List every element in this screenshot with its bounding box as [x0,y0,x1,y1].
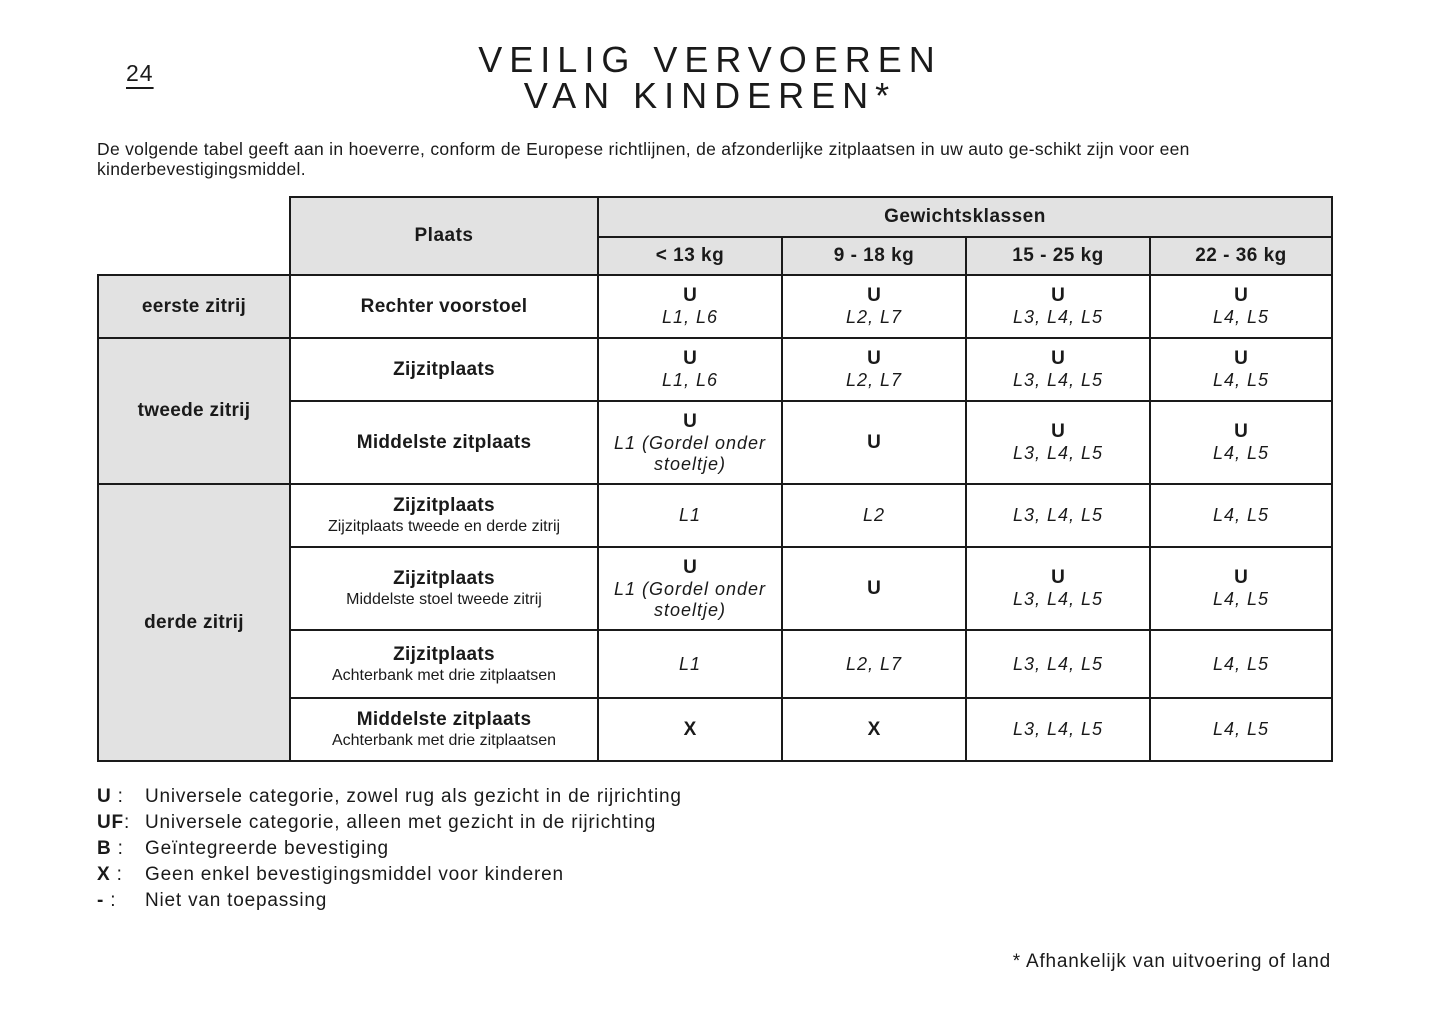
anchor-positions: L1 (Gordel onder stoeltje) [613,578,767,620]
suitability-cell [966,698,1150,761]
legend-key: X : [97,864,123,885]
place-description: Achterbank met drie zitplaatsen [331,732,557,749]
category-code: U [867,431,881,453]
suitability-cell [1150,547,1332,630]
anchor-positions: L4, L5 [1212,719,1270,739]
weight-class-header: 15 - 25 kg [966,237,1150,275]
category-code: U [1051,348,1065,369]
suitability-cell [966,484,1150,547]
suitability-cell [782,630,966,698]
legend-item [97,888,682,914]
category-code: U [867,285,881,306]
anchor-positions: L4, L5 [1212,505,1270,525]
child-seat-table [97,196,1333,762]
footnote: * Afhankelijk van uitvoering of land [1012,951,1331,972]
place-cell [290,338,598,401]
suitability-cell [1150,484,1332,547]
category-code: U [683,285,697,306]
suitability-cell [782,338,966,401]
row-group-header: derde zitrij [98,484,290,761]
suitability-cell [1150,338,1332,401]
anchor-positions: L3, L4, L5 [1012,443,1104,463]
anchor-positions: L4, L5 [1212,589,1270,609]
anchor-positions: L4, L5 [1212,307,1270,327]
table-row [98,275,1332,338]
suitability-cell [598,630,782,698]
legend [97,784,682,914]
intro-paragraph: De volgende tabel geeft aan in hoeverre, conform de Europese richtlijnen, de afzonderlijke zitplaatsen in uw auto ge-schikt zijn voor een kinderbevestigingsmiddel. [97,139,1190,179]
suitability-cell [598,547,782,630]
category-code: X [683,718,697,740]
place-name: Middelste zitplaats [356,431,532,453]
category-code: U [867,577,881,599]
suitability-cell [782,484,966,547]
legend-item [97,810,682,836]
suitability-cell [966,338,1150,401]
legend-key: UF: [97,812,131,833]
anchor-positions: L4, L5 [1212,653,1270,674]
place-name: Rechter voorstoel [360,295,528,317]
legend-text: Universele categorie, zowel rug als gezicht in de rijrichting [145,786,682,807]
category-code: U [867,348,881,369]
category-code: U [683,556,697,578]
place-cell [290,698,598,761]
category-code: U [1234,285,1248,306]
anchor-positions: L3, L4, L5 [1012,307,1104,327]
legend-text: Niet van toepassing [145,890,328,911]
place-header: Plaats [290,197,598,275]
anchor-positions: L1 [678,505,702,525]
anchor-positions: L1, L6 [661,307,719,327]
suitability-cell [782,401,966,484]
place-name: Zijzitplaats [393,568,495,589]
legend-key: - : [97,890,117,911]
suitability-cell [966,275,1150,338]
anchor-positions: L4, L5 [1212,370,1270,390]
place-cell [290,630,598,698]
category-code: U [683,348,697,369]
row-group-header: eerste zitrij [98,275,290,338]
place-name: Zijzitplaats [393,495,495,516]
title-line-2: VAN KINDEREN* [523,75,897,116]
category-code: U [1051,285,1065,306]
suitability-cell [598,484,782,547]
suitability-cell [598,698,782,761]
suitability-cell [598,338,782,401]
category-code: U [1051,567,1065,588]
weight-header: Gewichtsklassen [598,197,1332,237]
category-code: U [1051,421,1065,442]
page-title [300,39,1120,116]
place-cell [290,275,598,338]
suitability-cell [966,547,1150,630]
suitability-cell [1150,401,1332,484]
anchor-positions: L3, L4, L5 [1012,653,1104,674]
legend-key: U : [97,786,124,807]
anchor-positions: L4, L5 [1212,443,1270,463]
suitability-cell [782,698,966,761]
suitability-cell [598,401,782,484]
legend-item [97,836,682,862]
category-code: X [867,718,881,740]
weight-class-header: 9 - 18 kg [782,237,966,275]
legend-text: Universele categorie, alleen met gezicht in de rijrichting [145,812,657,833]
anchor-positions: L1, L6 [661,370,719,390]
place-description: Middelste stoel tweede zitrij [346,591,542,608]
place-cell [290,401,598,484]
anchor-positions: L3, L4, L5 [1012,719,1104,739]
suitability-cell [966,401,1150,484]
legend-item [97,862,682,888]
table-row [98,484,1332,547]
suitability-cell [598,275,782,338]
anchor-positions: L3, L4, L5 [1012,505,1104,525]
suitability-cell [782,275,966,338]
legend-text: Geïntegreerde bevestiging [145,838,389,859]
place-name: Zijzitplaats [393,358,495,380]
table-corner [98,197,290,275]
anchor-positions: L2, L7 [845,307,903,327]
suitability-cell [1150,630,1332,698]
table-row [98,338,1332,401]
place-description: Achterbank met drie zitplaatsen [331,666,557,684]
legend-item [97,784,682,810]
category-code: U [1234,567,1248,588]
category-code: U [683,410,697,432]
anchor-positions: L2 [862,505,886,525]
place-name: Middelste zitplaats [356,709,532,730]
weight-class-header: < 13 kg [598,237,782,275]
place-name: Zijzitplaats [393,643,495,665]
anchor-positions: L3, L4, L5 [1012,589,1104,609]
anchor-positions: L2, L7 [845,370,903,390]
legend-key: B : [97,838,124,859]
category-code: U [1234,421,1248,442]
place-cell [290,484,598,547]
page-number: 24 [126,60,154,86]
weight-class-header: 22 - 36 kg [1150,237,1332,275]
anchor-positions: L2, L7 [845,653,903,674]
suitability-cell [1150,275,1332,338]
place-cell [290,547,598,630]
category-code: U [1234,348,1248,369]
anchor-positions: L3, L4, L5 [1012,370,1104,390]
row-group-header: tweede zitrij [98,338,290,484]
suitability-cell [966,630,1150,698]
anchor-positions: L1 [678,653,702,674]
suitability-cell [782,547,966,630]
anchor-positions: L1 (Gordel onder stoeltje) [613,432,767,474]
suitability-cell [1150,698,1332,761]
legend-text: Geen enkel bevestigingsmiddel voor kinderen [145,864,564,885]
place-description: Zijzitplaats tweede en derde zitrij [327,518,561,535]
title-line-1: VEILIG VERVOEREN [478,39,942,80]
